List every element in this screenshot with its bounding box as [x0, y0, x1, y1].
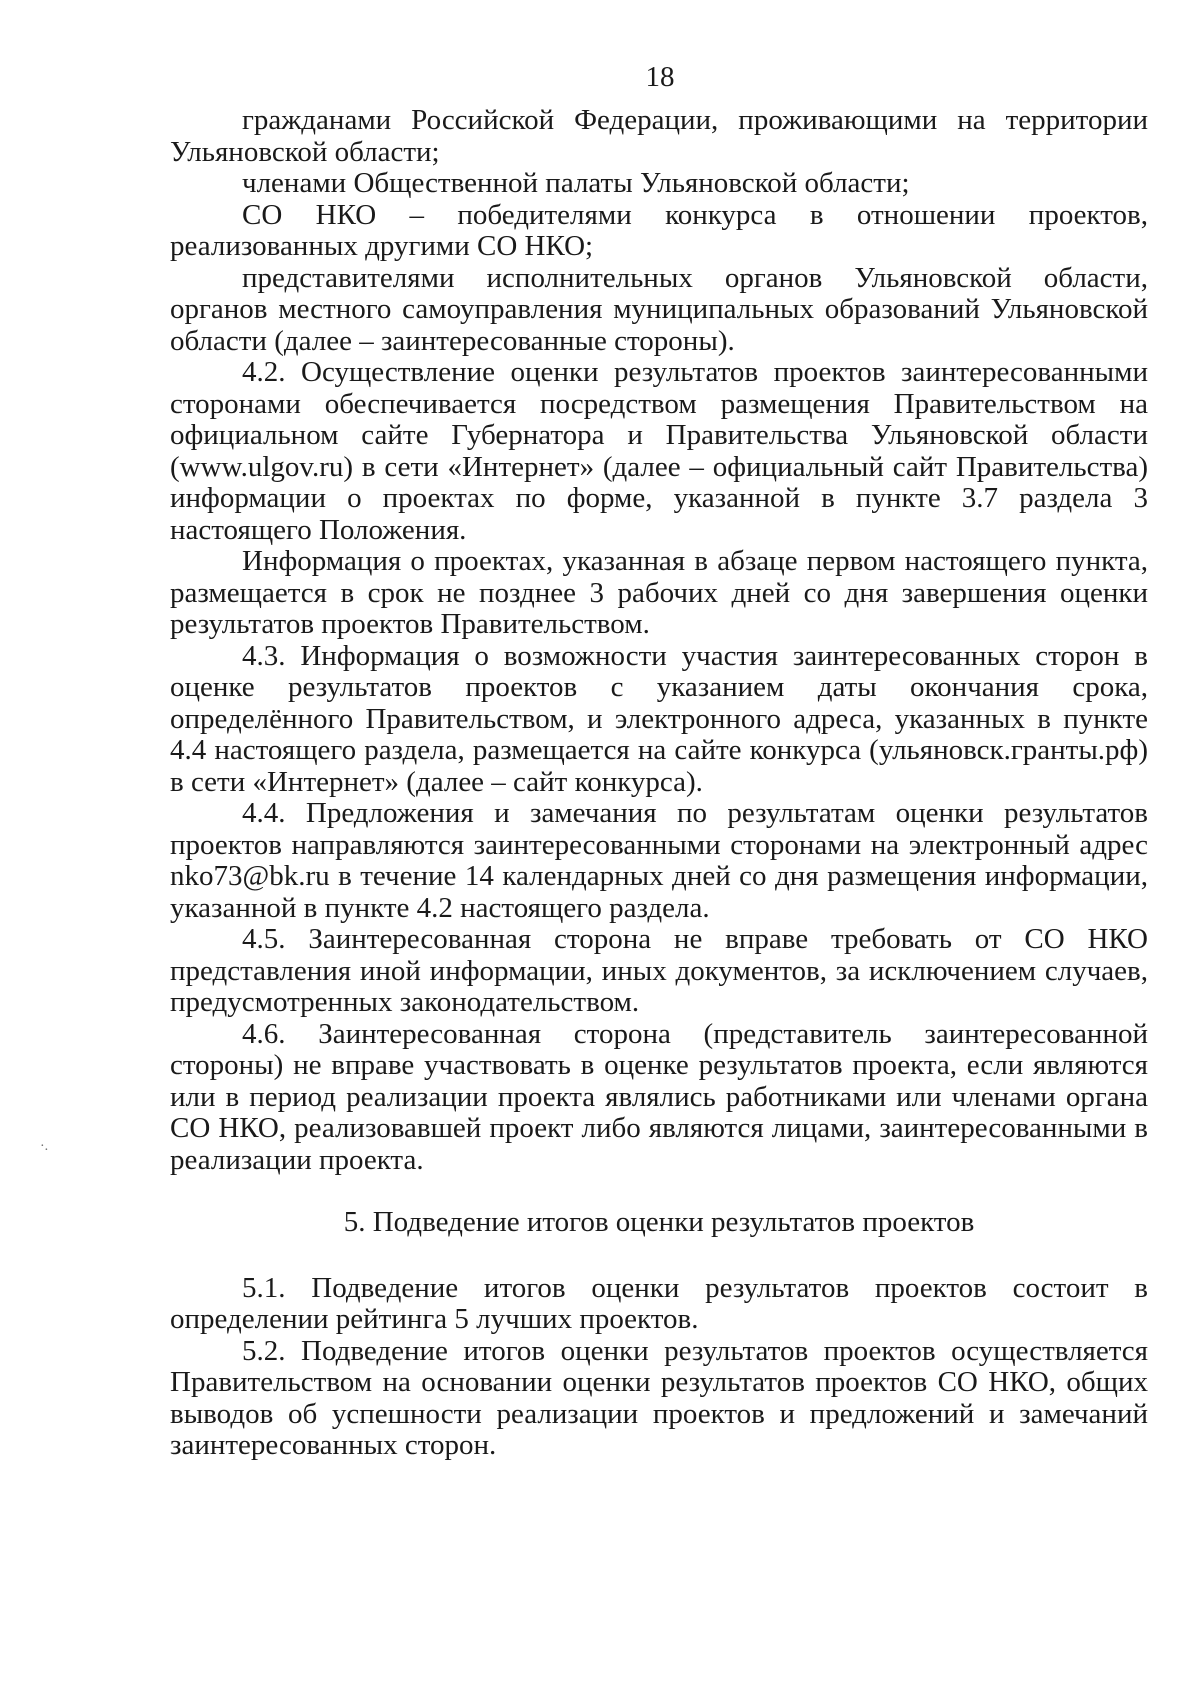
paragraph-5-2: 5.2. Подведение итогов оценки результатов проектов осуществляется Правительством на основании оценки результатов проектов СО НКО, общих выводов об успешности реализации проектов и предложений и замечаний заинтересованных сторон.	[170, 1334, 1148, 1461]
paragraph-4-4: 4.4. Предложения и замечания по результатам оценки результатов проектов направляются заинтересованными сторонами на электронный адрес nko73@bk.ru в течение 14 календарных дней со дня размещения информации, указанной в пункте 4.2 настоящего раздела.	[170, 797, 1148, 924]
paragraph-4-6: 4.6. Заинтересованная сторона (представитель заинтересованной стороны) не вправе участвовать в оценке результатов проекта, если являются или в период реализации проекта являлись работниками или членами органа СО НКО, реализовавшей проект либо являются лицами, заинтересованными в реализации проекта.	[170, 1017, 1148, 1176]
scan-artifact: ·.	[40, 1139, 49, 1154]
page-number: 18	[645, 61, 675, 93]
paragraph-4-5: 4.5. Заинтересованная сторона не вправе требовать от СО НКО представления иной информации, иных документов, за исключением случаев, предусмотренных законодательством.	[170, 923, 1148, 1018]
paragraph-citizens: гражданами Российской Федерации, проживающими на территории Ульяновской области;	[170, 104, 1148, 168]
document-body	[170, 105, 1148, 1462]
paragraph-4-3: 4.3. Информация о возможности участия заинтересованных сторон в оценке результатов проектов с указанием даты окончания срока, определённого Правительством, и электронного адреса, указанных в пункте 4.4 настоящего раздела, размещается на сайте конкурса (ульяновск.гранты.рф) в сети «Интернет» (далее – сайт конкурса).	[170, 639, 1148, 798]
paragraph-public-chamber: членами Общественной палаты Ульяновской области;	[242, 167, 910, 199]
paragraph-4-2-info: Информация о проектах, указанная в абзаце первом настоящего пункта, размещается в срок не позднее 3 рабочих дней со дня завершения оценки результатов проектов Правительством.	[170, 545, 1148, 640]
paragraph-4-2: 4.2. Осуществление оценки результатов проектов заинтересованными сторонами обеспечивается посредством размещения Правительством на официальном сайте Губернатора и Правительства Ульяновской области (www.ulgov.ru) в сети «Интернет» (далее – официальный сайт Правительства) информации о проектах по форме, указанной в пункте 3.7 раздела 3 настоящего Положения.	[170, 356, 1148, 546]
paragraph-5-1: 5.1. Подведение итогов оценки результатов проектов состоит в определении рейтинга 5 лучших проектов.	[170, 1271, 1148, 1335]
section-heading: 5. Подведение итогов оценки результатов проектов	[343, 1206, 975, 1238]
paragraph-representatives: представителями исполнительных органов Ульяновской области, органов местного самоуправления муниципальных образований Ульяновской области (далее – заинтересованные стороны).	[170, 261, 1148, 357]
paragraph-nko-winners: СО НКО – победителями конкурса в отношении проектов, реализованных другими СО НКО;	[170, 198, 1148, 262]
